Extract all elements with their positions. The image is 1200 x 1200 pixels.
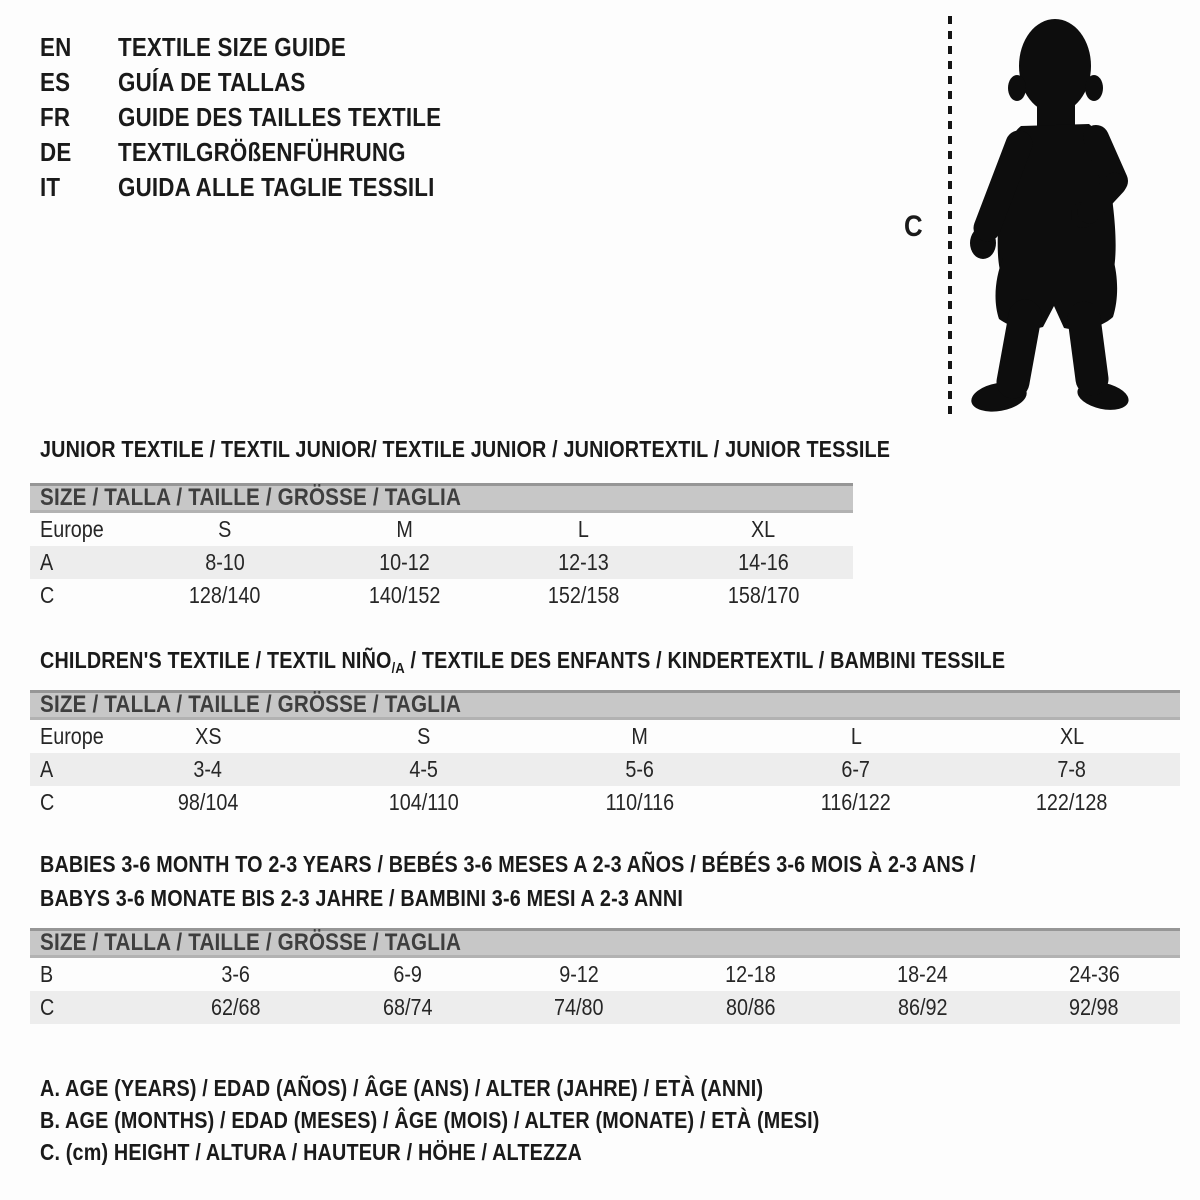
cell-text: 7-8 xyxy=(1057,756,1087,782)
table-cell xyxy=(100,789,316,816)
cell-text: 14-16 xyxy=(737,549,789,575)
table-cell xyxy=(964,789,1180,816)
babies-section-title xyxy=(40,847,1128,915)
table-cell xyxy=(316,756,532,783)
language-row xyxy=(40,170,494,205)
table-cell xyxy=(837,994,1009,1021)
cell-text: S xyxy=(218,516,232,542)
cell-text: M xyxy=(395,516,413,542)
table-cell xyxy=(494,582,674,609)
cell-text: 24-36 xyxy=(1068,961,1120,987)
row-label xyxy=(30,994,150,1021)
legend-line-c xyxy=(40,1136,946,1168)
language-title xyxy=(118,67,336,98)
legend-text: A. AGE (YEARS) / EDAD (AÑOS) / ÂGE (ANS) / ALTER (JAHRE) / ETÀ (ANNI) xyxy=(40,1075,764,1101)
children-size-header-bar xyxy=(30,690,1180,720)
table-cell xyxy=(532,756,748,783)
table-row xyxy=(30,991,1180,1024)
table-cell xyxy=(493,994,665,1021)
cell-text: 3-4 xyxy=(193,756,223,782)
babies-title-line2: BABYS 3-6 MONATE BIS 2-3 JAHRE / BAMBINI 3-6 MESI A 2-3 ANNI xyxy=(40,885,684,911)
row-label-text: Europe xyxy=(40,516,104,542)
row-label xyxy=(30,516,135,543)
row-label-text: C xyxy=(40,789,55,815)
language-title xyxy=(118,172,486,203)
table-row xyxy=(30,579,853,612)
table-cell xyxy=(494,516,674,543)
babies-title-line1: BABIES 3-6 MONTH TO 2-3 YEARS / BEBÉS 3-6 MESES A 2-3 AÑOS / BÉBÉS 3-6 MOIS À 2-3 ANS / xyxy=(40,851,976,877)
language-code xyxy=(40,67,118,98)
size-header-text: SIZE / TALLA / TAILLE / GRÖSSE / TAGLIA xyxy=(40,929,462,956)
language-code xyxy=(40,172,118,203)
toddler-silhouette xyxy=(962,16,1134,416)
language-title xyxy=(118,32,383,63)
cell-text: 12-18 xyxy=(725,961,777,987)
silhouette-leg-right xyxy=(1084,318,1092,379)
table-cell xyxy=(665,994,837,1021)
language-code-text: EN xyxy=(40,32,72,62)
language-code xyxy=(40,32,118,63)
cell-text: 10-12 xyxy=(378,549,430,575)
row-label xyxy=(30,723,104,750)
row-label-text: A xyxy=(40,756,54,782)
cell-text: 92/98 xyxy=(1069,994,1119,1020)
cell-text: 62/68 xyxy=(211,994,261,1020)
cell-text: XL xyxy=(1059,723,1085,749)
row-label xyxy=(30,961,150,988)
language-code-text: FR xyxy=(40,102,71,132)
table-cell xyxy=(100,723,316,750)
table-cell xyxy=(135,516,315,543)
language-title xyxy=(118,137,453,168)
language-code-text: DE xyxy=(40,137,72,167)
table-cell xyxy=(674,549,854,576)
cell-text: S xyxy=(417,723,431,749)
table-cell xyxy=(150,961,322,988)
babies-size-table xyxy=(30,928,1180,1024)
row-label-text: Europe xyxy=(40,723,104,749)
table-cell xyxy=(316,723,532,750)
language-title-text: TEXTILE SIZE GUIDE xyxy=(118,32,346,62)
table-cell xyxy=(494,549,674,576)
cell-text: 5-6 xyxy=(625,756,655,782)
language-title-text: GUÍA DE TALLAS xyxy=(118,67,306,97)
title-pre: CHILDREN'S TEXTILE / TEXTIL NIÑO xyxy=(40,647,392,673)
cell-text: 18-24 xyxy=(897,961,948,987)
table-row xyxy=(30,546,853,579)
row-label-text: A xyxy=(40,549,54,575)
cell-text: 140/152 xyxy=(368,582,440,608)
table-cell xyxy=(100,756,316,783)
table-cell xyxy=(135,582,315,609)
children-section-title xyxy=(40,643,1162,686)
legend-line-b xyxy=(40,1104,946,1136)
cell-text: 128/140 xyxy=(188,582,261,608)
table-cell xyxy=(316,789,532,816)
language-code-text: ES xyxy=(40,67,71,97)
row-label xyxy=(30,582,135,609)
children-section-title-text xyxy=(40,643,1005,686)
language-title xyxy=(118,102,494,133)
language-title-list xyxy=(40,30,494,205)
babies-size-header-bar xyxy=(30,928,1180,958)
junior-size-header-bar xyxy=(30,483,853,513)
legend-line-a xyxy=(40,1072,946,1104)
table-cell xyxy=(674,516,854,543)
table-cell xyxy=(1008,961,1180,988)
cell-text: 9-12 xyxy=(559,961,599,987)
cell-text: 98/104 xyxy=(177,789,239,815)
legend-text: C. (cm) HEIGHT / ALTURA / HAUTEUR / HÖHE / ALTEZZA xyxy=(40,1139,582,1165)
cell-text: M xyxy=(631,723,649,749)
title-subscript: /A xyxy=(391,660,405,677)
cell-text: 104/110 xyxy=(388,789,460,815)
cell-text: XL xyxy=(751,516,776,542)
row-label xyxy=(30,549,135,576)
language-code-text: IT xyxy=(40,172,61,202)
table-cell xyxy=(1008,994,1180,1021)
cell-text: 158/170 xyxy=(727,582,799,608)
silhouette-leg-left xyxy=(1013,316,1025,382)
table-cell xyxy=(532,723,748,750)
table-row xyxy=(30,513,853,546)
table-cell xyxy=(150,994,322,1021)
table-cell xyxy=(315,516,495,543)
cell-text: 86/92 xyxy=(897,994,948,1020)
language-title-text: GUIDA ALLE TAGLIE TESSILI xyxy=(118,172,435,202)
language-code xyxy=(40,137,118,168)
table-row xyxy=(30,786,1180,819)
cell-text: 80/86 xyxy=(726,994,776,1020)
legend-text: B. AGE (MONTHS) / EDAD (MESES) / ÂGE (MOIS) / ALTER (MONATE) / ETÀ (MESI) xyxy=(40,1107,820,1133)
cell-text: 12-13 xyxy=(558,549,610,575)
row-label xyxy=(30,756,100,783)
junior-section-title xyxy=(40,432,1029,466)
title-post: / TEXTILE DES ENFANTS / KINDERTEXTIL / BAMBINI TESSILE xyxy=(404,647,1006,673)
silhouette-ear-right xyxy=(1085,75,1103,101)
junior-size-table xyxy=(30,483,853,612)
cell-text: L xyxy=(850,723,862,749)
table-cell xyxy=(964,756,1180,783)
table-cell xyxy=(135,549,315,576)
cell-text: 74/80 xyxy=(554,994,604,1020)
table-row xyxy=(30,958,1180,991)
row-label-text: C xyxy=(40,582,55,608)
cell-text: 6-7 xyxy=(841,756,871,782)
cell-text: 116/122 xyxy=(820,789,892,815)
row-label-text: C xyxy=(40,994,55,1020)
table-cell xyxy=(837,961,1009,988)
cell-text: 68/74 xyxy=(382,994,433,1020)
table-cell xyxy=(532,789,748,816)
table-cell xyxy=(674,582,854,609)
cell-text: 4-5 xyxy=(409,756,439,782)
row-label-text: B xyxy=(40,961,54,987)
cell-text: 110/116 xyxy=(605,789,675,815)
table-cell xyxy=(315,549,495,576)
language-row xyxy=(40,135,494,170)
table-cell xyxy=(493,961,665,988)
table-cell xyxy=(748,756,964,783)
table-cell xyxy=(665,961,837,988)
table-cell xyxy=(964,723,1180,750)
cell-text: 8-10 xyxy=(204,549,245,575)
size-header-text: SIZE / TALLA / TAILLE / GRÖSSE / TAGLIA xyxy=(40,691,462,718)
figure-measure-label-text: C xyxy=(904,210,923,243)
language-row xyxy=(40,100,494,135)
size-header-text: SIZE / TALLA / TAILLE / GRÖSSE / TAGLIA xyxy=(40,484,462,511)
cell-text: 152/158 xyxy=(547,582,620,608)
table-row xyxy=(30,753,1180,786)
table-cell xyxy=(748,723,964,750)
row-label xyxy=(30,789,100,816)
table-cell xyxy=(748,789,964,816)
language-code xyxy=(40,102,118,133)
table-cell xyxy=(315,582,495,609)
cell-text: L xyxy=(578,516,590,542)
cell-text: XS xyxy=(194,723,222,749)
language-title-text: TEXTILGRÖßENFÜHRUNG xyxy=(118,137,406,167)
cell-text: 3-6 xyxy=(221,961,251,987)
junior-section-title-text: JUNIOR TEXTILE / TEXTIL JUNIOR/ TEXTILE JUNIOR / JUNIORTEXTIL / JUNIOR TESSILE xyxy=(40,436,891,462)
language-row xyxy=(40,30,494,65)
table-cell xyxy=(322,994,494,1021)
figure-measure-label xyxy=(904,210,926,244)
table-cell xyxy=(322,961,494,988)
silhouette-ear-left xyxy=(1008,75,1026,101)
cell-text: 122/128 xyxy=(1036,789,1108,815)
language-row xyxy=(40,65,494,100)
language-title-text: GUIDE DES TAILLES TEXTILE xyxy=(118,102,442,132)
cell-text: 6-9 xyxy=(393,961,422,987)
children-size-table xyxy=(30,690,1180,819)
height-measure-dashed-line xyxy=(948,16,952,416)
legend xyxy=(40,1072,946,1168)
table-row xyxy=(30,720,1180,753)
